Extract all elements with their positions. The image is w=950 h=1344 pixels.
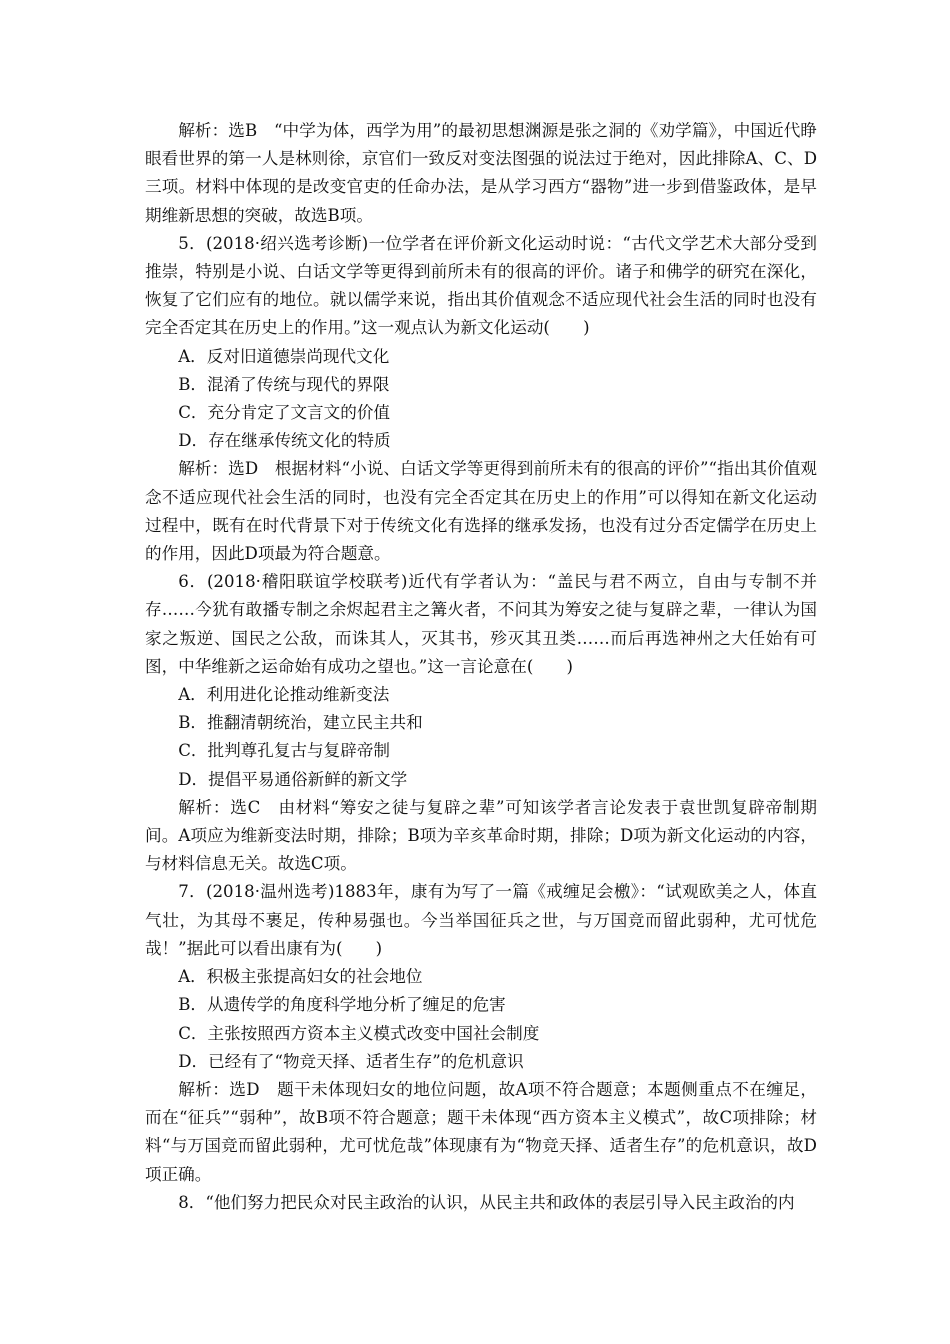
question-5-option-a: A．反对旧道德崇尚现代文化 [178,346,390,366]
analysis-q7: 解析：选D 题干未体现妇女的地位问题，故A项不符合题意；本题侧重点不在缠足，而在“征兵”“弱种”，故B项不符合题意；题干未体现“西方资本主义模式”，故C项排除；材料“与万国竞而留此弱种，尤可忧危哉”体现康有为“物竞天择、适者生存”的危机意识，故D项正确。 [145,1079,817,1184]
question-6-option-a: A．利用进化论推动维新变法 [178,685,390,705]
analysis-q5: 解析：选D 根据材料“小说、白话文学等更得到前所未有的很高的评价”“指出其价值观念不适应现代社会生活的同时，也没有完全否定其在历史上的作用”可以得知在新文化运动过程中，既有在时代背景下对于传统文化有选择的继承发扬，也没有过分否定儒学在历史上的作用，因此D项最为符合题意。 [145,459,817,564]
question-7-option-c: C．主张按照西方资本主义模式改变中国社会制度 [178,1023,540,1043]
question-7-option-b: B．从遗传学的角度科学地分析了缠足的危害 [178,995,506,1015]
document-body [145,117,817,1217]
question-7-option-a: A．积极主张提高妇女的社会地位 [178,967,423,987]
question-8-stem: 8．“他们努力把民众对民主政治的认识，从民主共和政体的表层引导入民主政治的内 [178,1192,795,1212]
question-5-option-d: D．存在继承传统文化的特质 [178,431,391,451]
question-5-stem: 5．(2018·绍兴选考诊断)一位学者在评价新文化运动时说：“古代文学艺术大部分受到推崇，特别是小说、白话文学等更得到前所未有的很高的评价。诸子和佛学的研究在深化，恢复了它们应有的地位。就以儒学来说，指出其价值观念不适应现代社会生活的同时也没有完全否定其在历史上的作用。”这一观点认为新文化运动( ) [145,233,817,338]
question-7-option-d: D．已经有了“物竞天择、适者生存”的危机意识 [178,1051,524,1071]
question-6-option-b: B．推翻清朝统治，建立民主共和 [178,713,423,733]
question-6-option-c: C．批判尊孔复古与复辟帝制 [178,741,391,761]
analysis-q6: 解析：选C 由材料“筹安之徒与复辟之辈”可知该学者言论发表于袁世凯复辟帝制期间。A项应为维新变法时期，排除；B项为辛亥革命时期，排除；D项为新文化运动的内容，与材料信息无关。故选C项。 [145,797,817,874]
question-6-option-d: D．提倡平易通俗新鲜的新文学 [178,769,408,789]
analysis-q4: 解析：选B “中学为体，西学为用”的最初思想渊源是张之洞的《劝学篇》，中国近代睁眼看世界的第一人是林则徐，京官们一致反对变法图强的说法过于绝对，因此排除A、C、D三项。材料中体现的是改变官吏的任命办法，是从学习西方“器物”进一步到借鉴政体，是早期维新思想的突破，故选B项。 [145,121,817,225]
question-7-stem: 7．(2018·温州选考)1883年，康有为写了一篇《戒缠足会檄》：“试观欧美之人，体直气壮，为其母不裹足，传种易强也。今当举国征兵之世，与万国竞而留此弱种，尤可忧危哉！”据此可以看出康有为( ) [145,882,817,958]
question-5-option-c: C．充分肯定了文言文的价值 [178,403,391,423]
question-6-stem: 6．(2018·稽阳联谊学校联考)近代有学者认为：“盖民与君不两立，自由与专制不并存……今犹有敢播专制之余烬起君主之篝火者，不问其为筹安之徒与复辟之辈，一律认为国家之叛逆、国民之公敌，而诛其人，灭其书，殄灭其丑类……而后再选神州之大任始有可图，中华维新之运命始有成功之望也。”这一言论意在( ) [145,572,817,676]
question-5-option-b: B．混淆了传统与现代的界限 [178,374,390,394]
